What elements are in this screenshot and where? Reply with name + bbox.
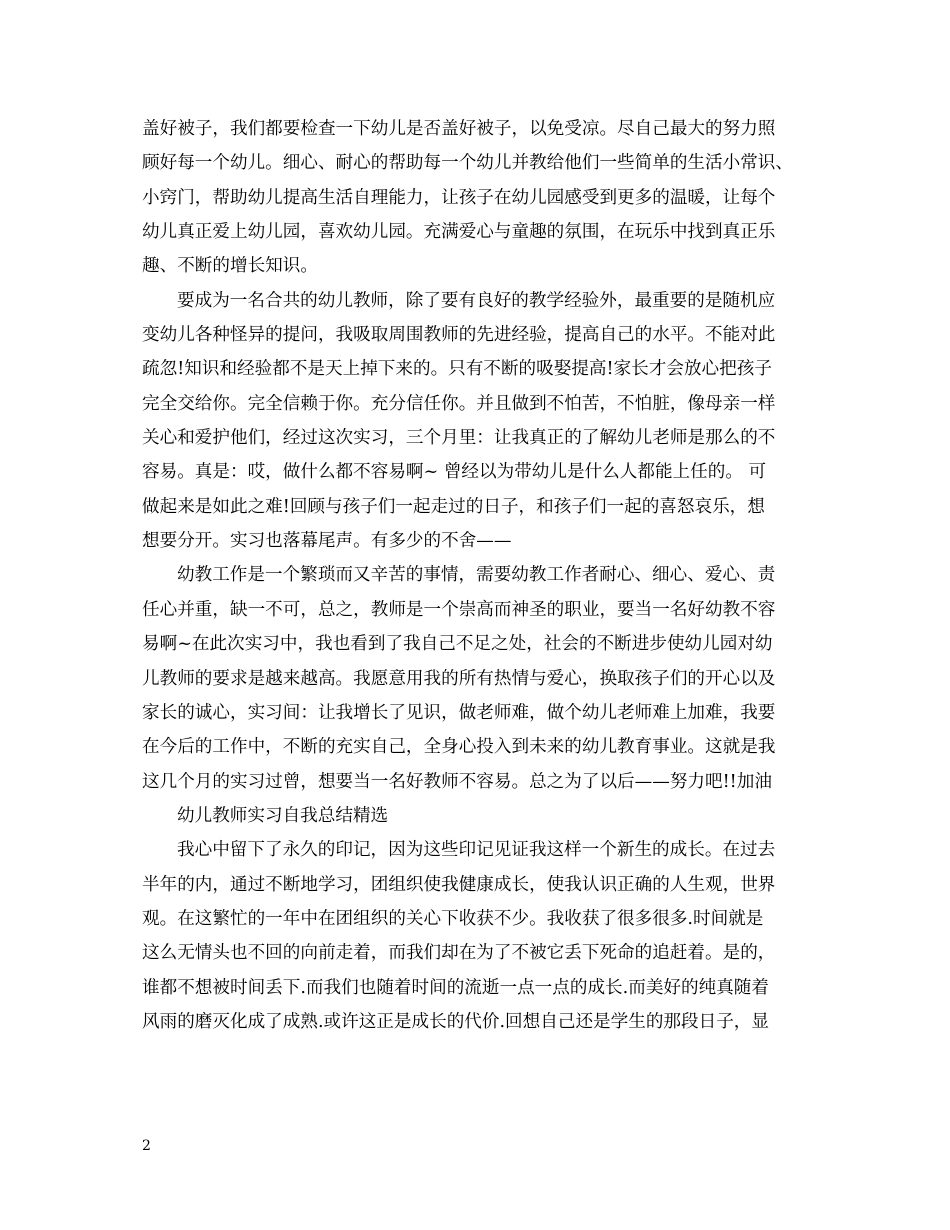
text-line: 在今后的工作中，不断的充实自己，全身心投入到未来的幼儿教育事业。这就是我: [142, 737, 776, 758]
text-line: 小窍门，帮助幼儿提高生活自理能力，让孩子在幼儿园感受到更多的温暖，让每个: [142, 187, 776, 208]
text-line: 幼教工作是一个繁琐而又辛苦的事情，需要幼教工作者耐心、细心、爱心、责: [177, 565, 776, 586]
text-line: 完全交给你。完全信赖于你。充分信任你。并且做到不怕苦，不怕脏，像母亲一样: [142, 393, 776, 414]
text-line: 易啊~在此次实习中，我也看到了我自己不足之处，社会的不断进步使幼儿园对幼: [142, 634, 773, 655]
text-line: 任心并重，缺一不可，总之，教师是一个崇高而神圣的职业，要当一名好幼教不容: [142, 599, 776, 620]
text-line: 谁都不想被时间丢下.而我们也随着时间的流逝一点一点的成长.而美好的纯真随着: [142, 977, 769, 998]
text-line: 这么无情头也不回的向前走着，而我们却在为了不被它丢下死命的追赶着。是的，: [142, 943, 776, 964]
text-line: 幼儿教师实习自我总结精选: [177, 805, 389, 826]
text-line: 风雨的磨灭化成了成熟.或许这正是成长的代价.回想自己还是学生的那段日子，显: [142, 1011, 769, 1032]
document-body: [142, 112, 814, 1039]
text-line: 幼儿真正爱上幼儿园，喜欢幼儿园。充满爱心与童趣的氛围，在玩乐中找到真正乐: [142, 222, 776, 243]
text-line: 关心和爱护他们，经过这次实习，三个月里：让我真正的了解幼儿老师是那么的不: [142, 428, 776, 449]
text-line: 观。在这繁忙的一年中在团组织的关心下收获不少。我收获了很多很多.时间就是: [142, 908, 764, 929]
text-line: 这几个月的实习过曾，想要当一名好教师不容易。总之为了以后——努力吧!!加油: [142, 771, 772, 792]
text-line: 盖好被子，我们都要检查一下幼儿是否盖好被子，以免受凉。尽自己最大的努力照: [142, 119, 776, 139]
text-line: 做起来是如此之难!回顾与孩子们一起走过的日子，和孩子们一起的喜怒哀乐，想: [142, 496, 765, 517]
text-line: 儿教师的要求是越来越高。我愿意用我的所有热情与爱心，换取孩子们的开心以及: [142, 668, 776, 689]
text-line: 变幼儿各种怪异的提问，我吸取周围教师的先进经验，提高自己的水平。不能对此: [142, 325, 776, 346]
text-line: 趣、不断的增长知识。: [142, 256, 318, 277]
text-line: 半年的内，通过不断地学习，团组织使我健康成长，使我认识正确的人生观，世界: [142, 874, 776, 895]
text-line: 要成为一名合共的幼儿教师，除了要有良好的教学经验外，最重要的是随机应: [177, 290, 776, 311]
text-line: 我心中留下了永久的印记，因为这些印记见证我这样一个新生的成长。在过去: [177, 840, 776, 861]
text-line: 家长的诚心，实习间：让我增长了见识，做老师难，做个幼儿老师难上加难，我要: [142, 702, 776, 723]
text-line: 顾好每一个幼儿。细心、耐心的帮助每一个幼儿并教给他们一些简单的生活小常识、: [142, 153, 793, 174]
page-number: 2: [142, 1138, 151, 1154]
text-line: 疏忽!知识和经验都不是天上掉下来的。只有不断的吸娶提高!家长才会放心把孩子: [142, 359, 772, 380]
text-line: 容易。真是：哎，做什么都不容易啊~ 曾经以为带幼儿是什么人都能上任的。 可: [142, 462, 767, 483]
text-line: 想要分开。实习也落幕尾声。有多少的不舍——: [142, 531, 512, 552]
